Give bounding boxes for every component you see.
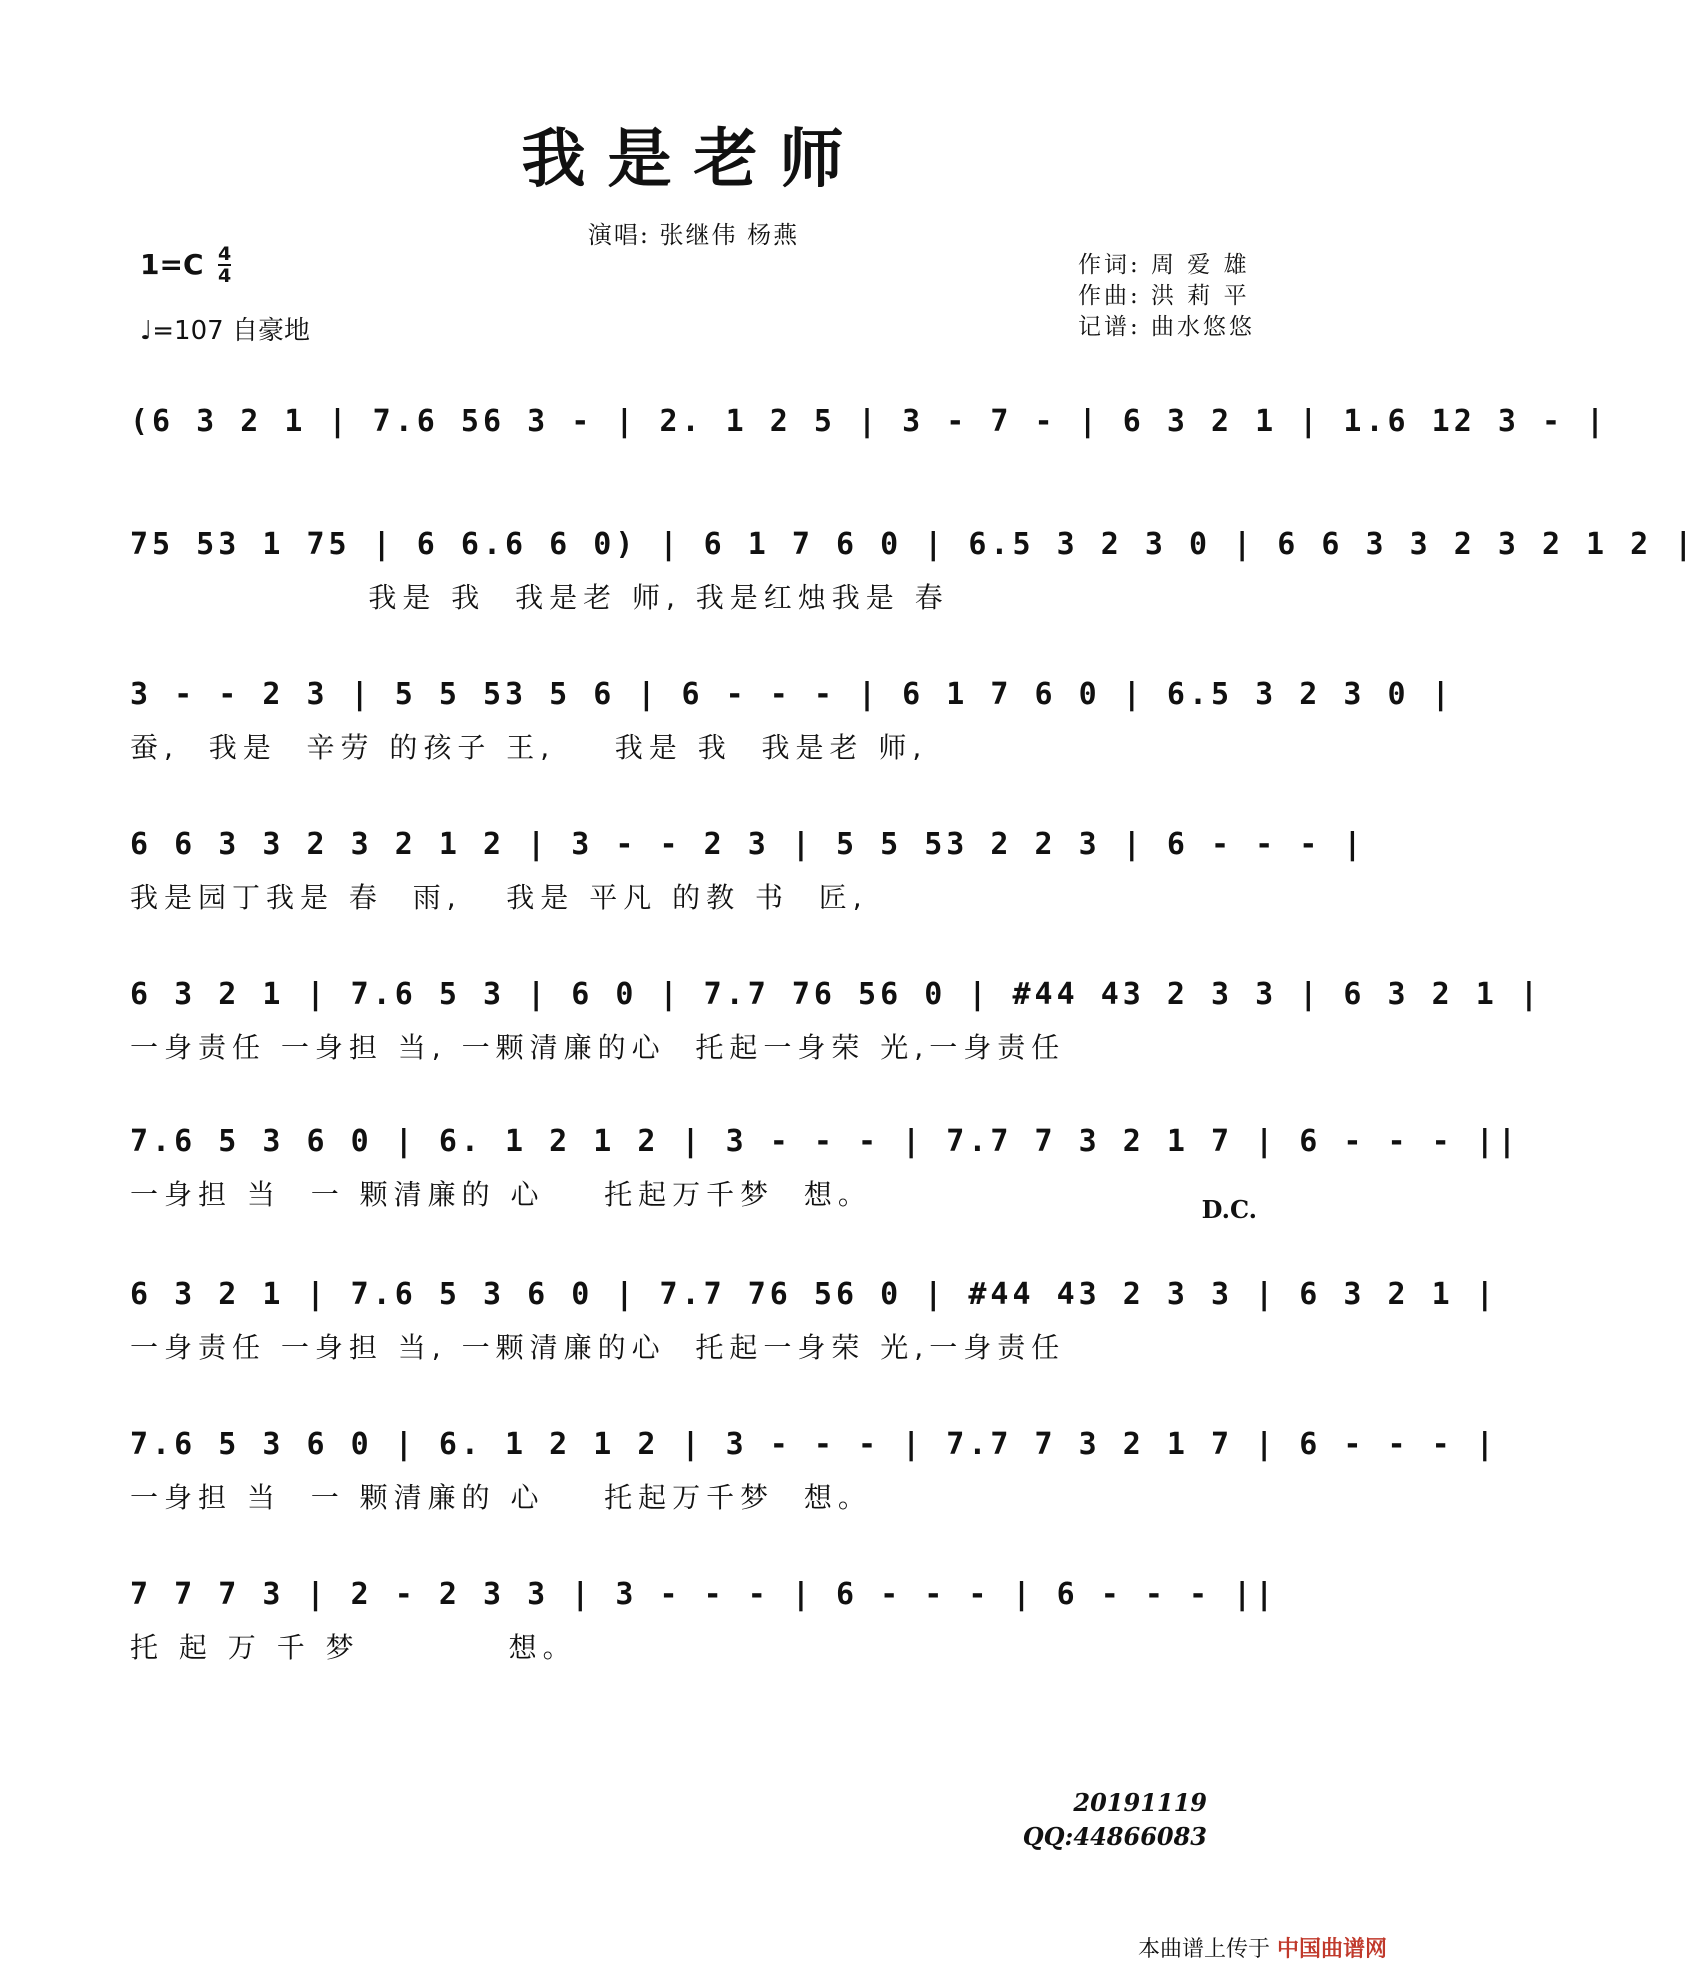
lyrics-line: 托 起 万 千 梦 想。 [130,1631,577,1664]
notes-line: 7 7 7 3 | 2 - 2 3 3 | 3 - - - | 6 - - - | 6 - - - || [130,1577,1278,1612]
transcriber-credit: 记谱: 曲水悠悠 [1077,314,1255,340]
composer-credit: 作曲: 洪 莉 平 [1077,283,1250,309]
lyrics-line: 我是园丁我是 春 雨, 我是 平凡 的教 书 匠, [130,881,868,914]
footer-text: 本曲谱上传于 [1137,1937,1270,1962]
dc-mark: D.C. [1201,1195,1257,1224]
lyrics-line: 一身担 当 一 颗清廉的 心 托起万千梦 想。 [130,1481,872,1514]
credits-block [1078,250,1255,343]
notes-line: 6 3 2 1 | 7.6 5 3 | 6 0 | 7.7 76 56 0 | #44 43 2 3 3 | 6 3 2 1 | [130,977,1542,1012]
notes-line: 6 6 3 3 2 3 2 1 2 | 3 - - 2 3 | 5 5 53 2 2 3 | 6 - - - | [130,827,1366,862]
time-signature-bottom: 4 [218,265,232,287]
notes-line: 6 3 2 1 | 7.6 5 3 6 0 | 7.7 76 56 0 | #44 43 2 3 3 | 6 3 2 1 | [130,1277,1498,1312]
notes-line: 7.6 5 3 6 0 | 6. 1 2 1 2 | 3 - - - | 7.7 7 3 2 1 7 | 6 - - - | [130,1427,1498,1462]
key-signature: 1=C [140,248,204,281]
time-signature-top: 4 [218,243,232,265]
notes-line: 3 - - 2 3 | 5 5 53 5 6 | 6 - - - | 6 1 7 6 0 | 6.5 3 2 3 0 | [130,677,1454,712]
footer-watermark [1138,1932,1387,1963]
page-title: 我是老师 [521,122,866,197]
lyrics-line [130,455,1240,495]
lyrics-line: 一身责任 一身担 当, 一颗清廉的心 托起一身荣 光,一身责任 [130,1031,1066,1064]
contact-qq: QQ:44866083 [1022,1822,1207,1851]
lyricist-credit: 作词: 周 爱 雄 [1077,252,1250,278]
singer-credit: 演唱: 张继伟 杨燕 [587,221,800,249]
lyrics-line: 我是 我 我是老 师, 我是红烛我是 春 [130,581,949,614]
time-signature [218,244,231,286]
lyrics-line: 蚕, 我是 辛劳 的孩子 王, 我是 我 我是老 师, [130,731,928,764]
lyrics-line: 一身担 当 一 颗清廉的 心 托起万千梦 想。 [130,1178,872,1211]
notes-line: (6 3 2 1 | 7.6 56 3 - | 2. 1 2 5 | 3 - 7 - | 6 3 2 1 | 1.6 12 3 - | [130,404,1609,439]
footer-brand: 中国曲谱网 [1276,1937,1387,1962]
transcription-date: 20191119 [1073,1788,1207,1817]
notes-line: 7.6 5 3 6 0 | 6. 1 2 1 2 | 3 - - - | 7.7 7 3 2 1 7 | 6 - - - || [130,1124,1520,1159]
lyrics-line: 一身责任 一身担 当, 一颗清廉的心 托起一身荣 光,一身责任 [130,1331,1066,1364]
notes-line: 75 53 1 75 | 6 6.6 6 0) | 6 1 7 6 0 | 6.5 3 2 3 0 | 6 6 3 3 2 3 2 1 2 | [130,527,1696,562]
tempo-marking: ♩=107 自豪地 [140,316,310,346]
